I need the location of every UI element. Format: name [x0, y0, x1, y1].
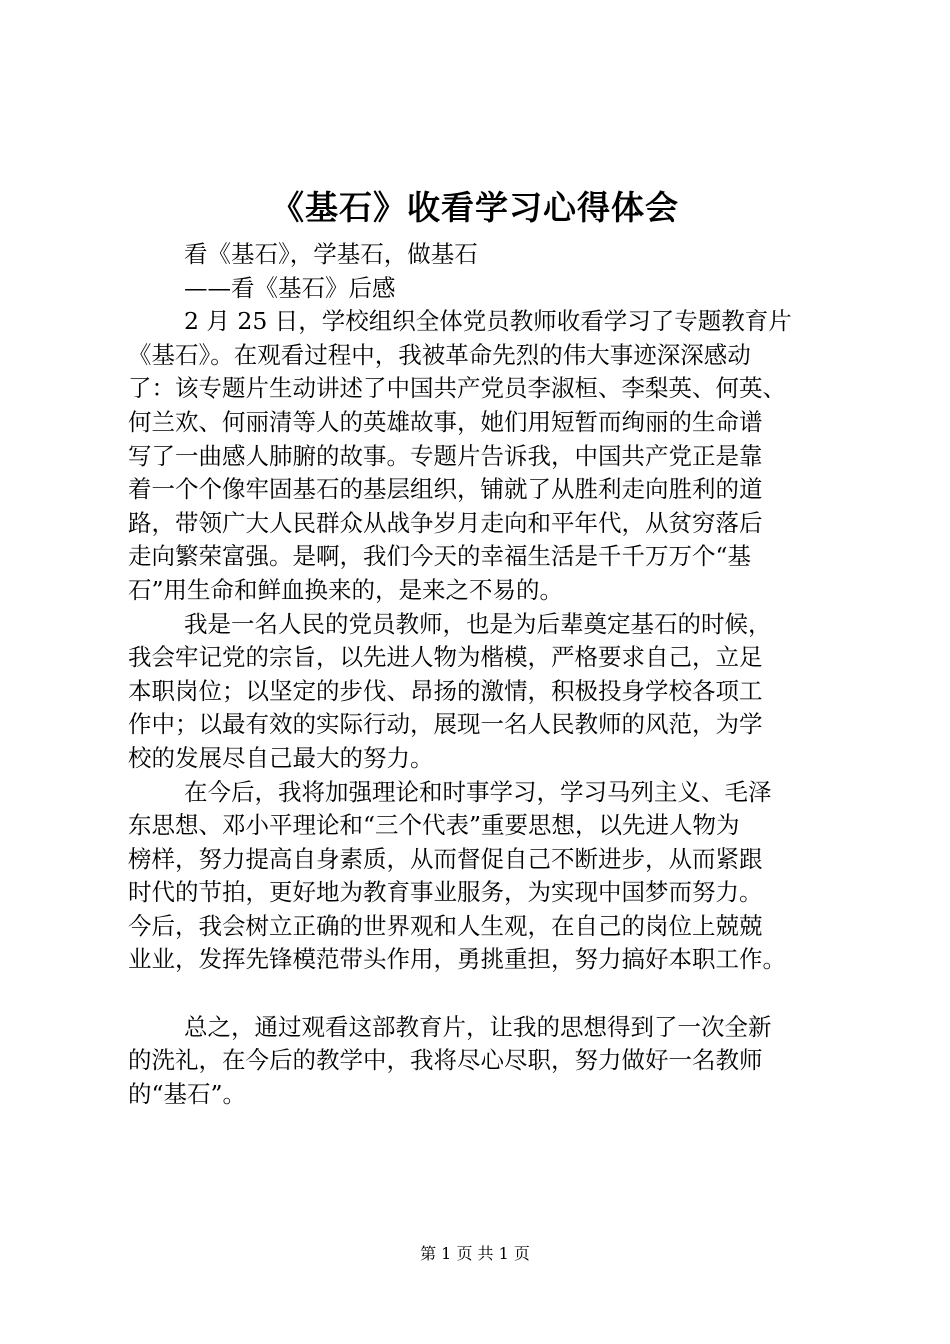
- text-line: 着一个个像牢固基石的基层组织，铺就了从胜利走向胜利的道: [128, 475, 763, 504]
- text-line: 了：该专题片生动讲述了中国共产党员李淑桓、李梨英、何英、: [128, 374, 786, 403]
- subtitle-line: ——看《基石》后感: [184, 273, 396, 302]
- page-title: 《基石》收看学习心得体会: [271, 188, 679, 227]
- text-line: 今后，我会树立正确的世界观和人生观，在自己的岗位上兢兢: [128, 911, 763, 940]
- text-line: 的“基石”。: [128, 1079, 247, 1108]
- text-line: 总之，通过观看这部教育片，让我的思想得到了一次全新: [184, 1012, 772, 1041]
- paragraph-4: [128, 1011, 842, 1112]
- paragraph-gap: [128, 977, 842, 1011]
- paragraph-2: [128, 608, 842, 776]
- text-line: 榜样，努力提高自身素质，从而督促自己不断进步，从而紧跟: [128, 844, 763, 873]
- text-line: 路，带领广大人民群众从战争岁月走向和平年代，从贫穷落后: [128, 508, 763, 537]
- text-line: 何兰欢、何丽清等人的英雄故事，她们用短暂而绚丽的生命谱: [128, 407, 763, 436]
- text-line: 作中；以最有效的实际行动，展现一名人民教师的风范，为学: [128, 710, 763, 739]
- text-line: 2 月 25 日，学校组织全体党员教师收看学习了专题教育片: [184, 307, 792, 336]
- text-line: 《基石》。在观看过程中，我被革命先烈的伟大事迹深深感动: [128, 340, 751, 369]
- text-line: 校的发展尽自己最大的努力。: [128, 743, 434, 772]
- paragraph-1: [128, 305, 842, 607]
- text-line: 的洗礼，在今后的教学中，我将尽心尽职，努力做好一名教师: [128, 1046, 763, 1075]
- text-line: 我会牢记党的宗旨，以先进人物为楷模，严格要求自己，立足: [128, 643, 763, 672]
- paragraph-3: [128, 776, 842, 978]
- text-line: 写了一曲感人肺腑的故事。专题片告诉我，中国共产党正是靠: [128, 441, 763, 470]
- text-line: 时代的节拍，更好地为教育事业服务，为实现中国梦而努力。: [128, 878, 763, 907]
- text-line: 本职岗位；以坚定的步伐、昂扬的激情，积极投身学校各项工: [128, 676, 763, 705]
- document-body: [128, 238, 842, 1111]
- page-footer: 第 1 页 共 1 页: [420, 1244, 530, 1263]
- text-line: 石”用生命和鲜血换来的，是来之不易的。: [128, 575, 564, 604]
- subtitle-line: 看《基石》，学基石，做基石: [184, 240, 478, 268]
- text-line: 在今后，我将加强理论和时事学习，学习马列主义、毛泽: [184, 777, 772, 806]
- text-line: 业业，发挥先锋模范带头作用，勇挑重担，努力搞好本职工作。: [128, 945, 786, 974]
- text-line: 我是一名人民的党员教师，也是为后辈奠定基石的时候，: [184, 609, 772, 638]
- text-line: 东思想、邓小平理论和“三个代表”重要思想，以先进人物为: [128, 811, 740, 840]
- text-line: 走向繁荣富强。是啊，我们今天的幸福生活是千千万万个“基: [128, 542, 752, 571]
